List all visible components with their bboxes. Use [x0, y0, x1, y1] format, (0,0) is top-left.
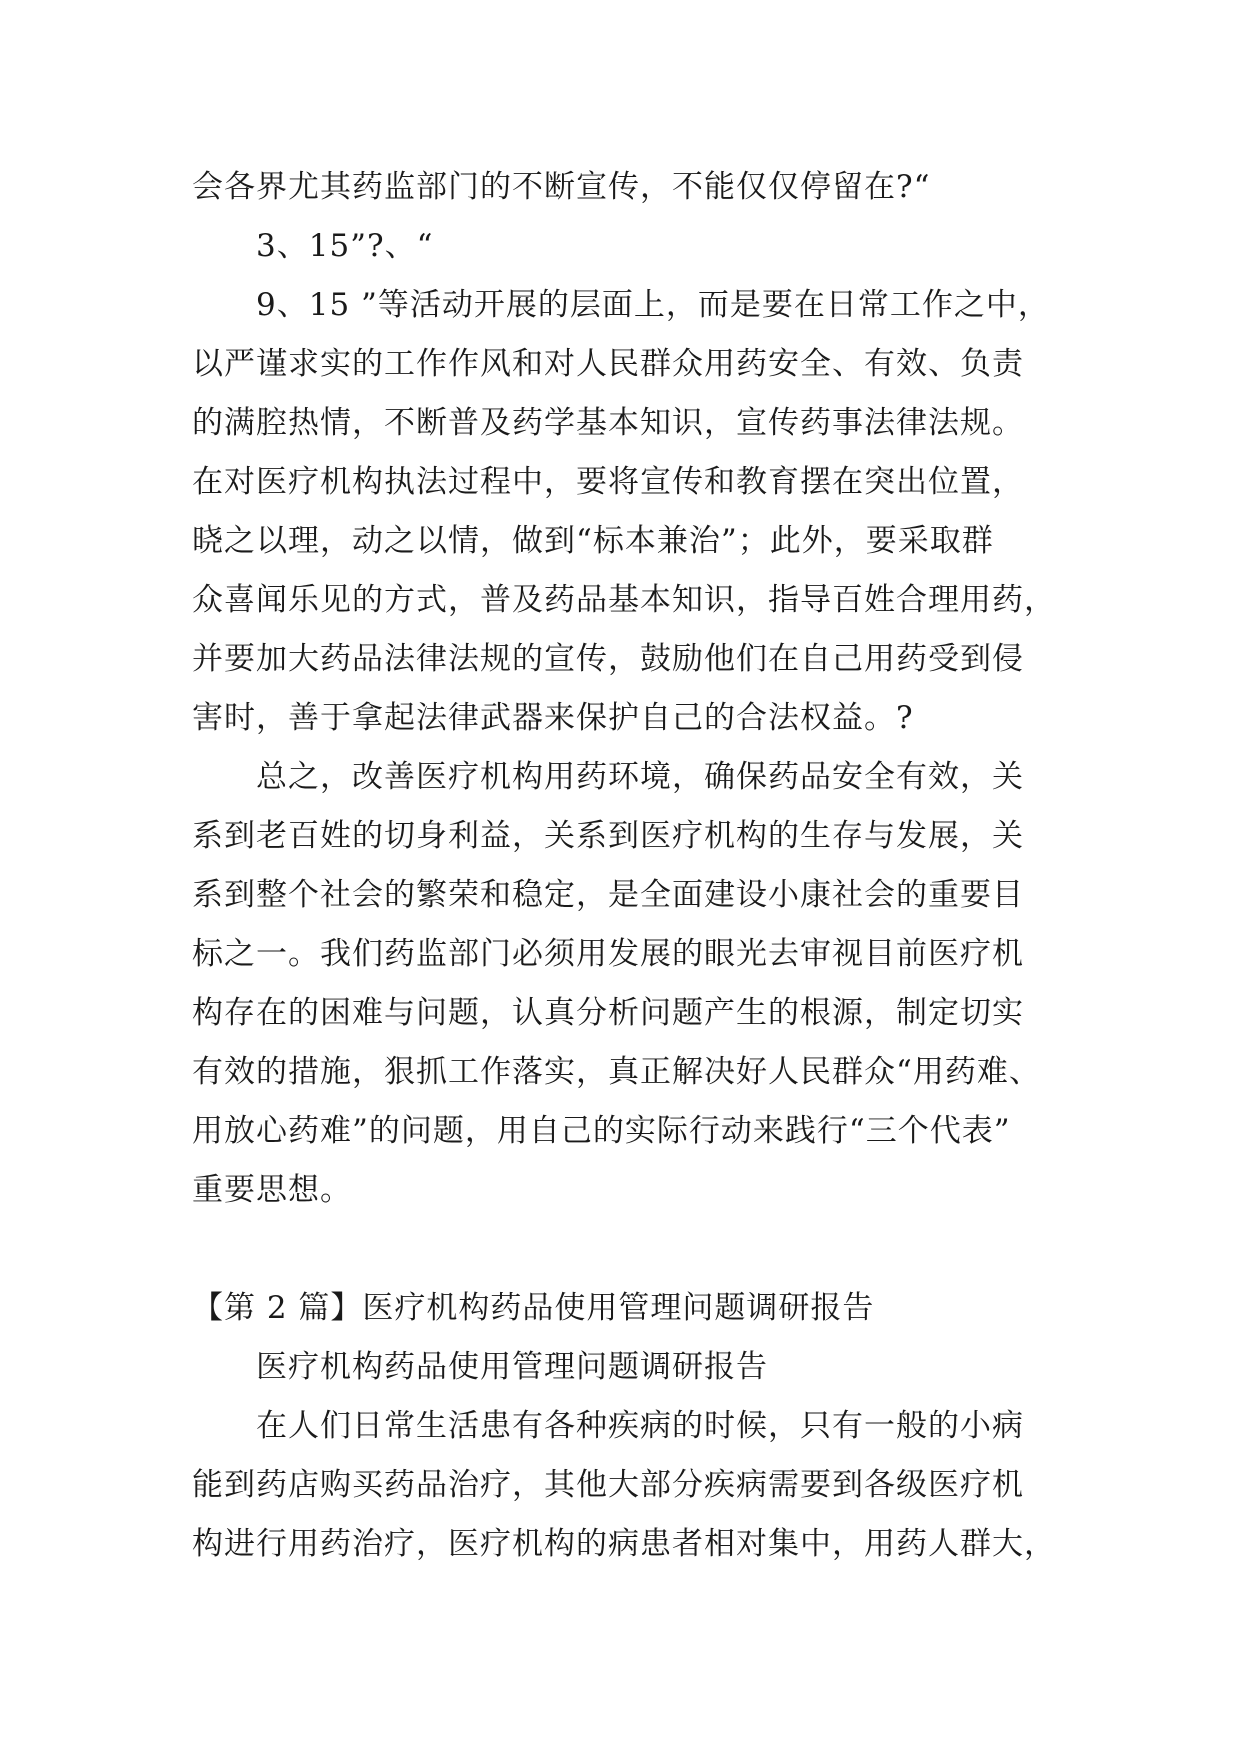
section-gap — [192, 1220, 1054, 1279]
text-line: 构存在的困难与问题，认真分析问题产生的根源，制定切实 — [192, 995, 1024, 1031]
text-line: 用放心药难”的问题，用自己的实际行动来践行“三个代表” — [192, 1113, 1011, 1149]
paragraph-block-1 — [192, 158, 1054, 748]
text-line: 在对医疗机构执法过程中，要将宣传和教育摆在突出位置， — [192, 464, 1024, 500]
text-line: 3、15”?、“ — [256, 228, 434, 264]
text-line: 医疗机构药品使用管理问题调研报告 — [256, 1349, 768, 1385]
text-line: 以严谨求实的工作作风和对人民群众用药安全、有效、负责 — [192, 346, 1024, 382]
text-line: 系到整个社会的繁荣和稳定，是全面建设小康社会的重要目 — [192, 877, 1024, 913]
paragraph-block-2 — [192, 748, 1054, 1220]
text-line: 害时，善于拿起法律武器来保护自己的合法权益。? — [192, 700, 914, 736]
text-line: 9、15 ”等活动开展的层面上，而是要在日常工作之中， — [256, 287, 1050, 323]
text-line: 在人们日常生活患有各种疾病的时候，只有一般的小病 — [256, 1408, 1024, 1444]
text-line: 众喜闻乐见的方式，普及药品基本知识，指导百姓合理用药， — [192, 582, 1056, 618]
text-line: 有效的措施，狠抓工作落实，真正解决好人民群众“用药难、 — [192, 1054, 1041, 1090]
text-line: 构进行用药治疗，医疗机构的病患者相对集中，用药人群大， — [192, 1526, 1056, 1562]
text-line: 能到药店购买药品治疗，其他大部分疾病需要到各级医疗机 — [192, 1467, 1024, 1503]
text-line: 会各界尤其药监部门的不断宣传，不能仅仅停留在?“ — [192, 169, 931, 205]
text-line: 重要思想。 — [192, 1172, 352, 1208]
paragraph-block-3 — [192, 1338, 1054, 1574]
text-line: 并要加大药品法律法规的宣传，鼓励他们在自己用药受到侵 — [192, 641, 1024, 677]
text-line: 系到老百姓的切身利益，关系到医疗机构的生存与发展，关 — [192, 818, 1024, 854]
text-line: 总之，改善医疗机构用药环境，确保药品安全有效，关 — [256, 759, 1024, 795]
text-line: 晓之以理，动之以情，做到“标本兼治”；此外，要采取群 — [192, 523, 994, 559]
text-line: 标之一。我们药监部门必须用发展的眼光去审视目前医疗机 — [192, 936, 1024, 972]
section-heading: 【第 2 篇】医疗机构药品使用管理问题调研报告 — [192, 1290, 875, 1326]
document-page — [192, 158, 1054, 1574]
text-line: 的满腔热情，不断普及药学基本知识，宣传药事法律法规。 — [192, 405, 1024, 441]
